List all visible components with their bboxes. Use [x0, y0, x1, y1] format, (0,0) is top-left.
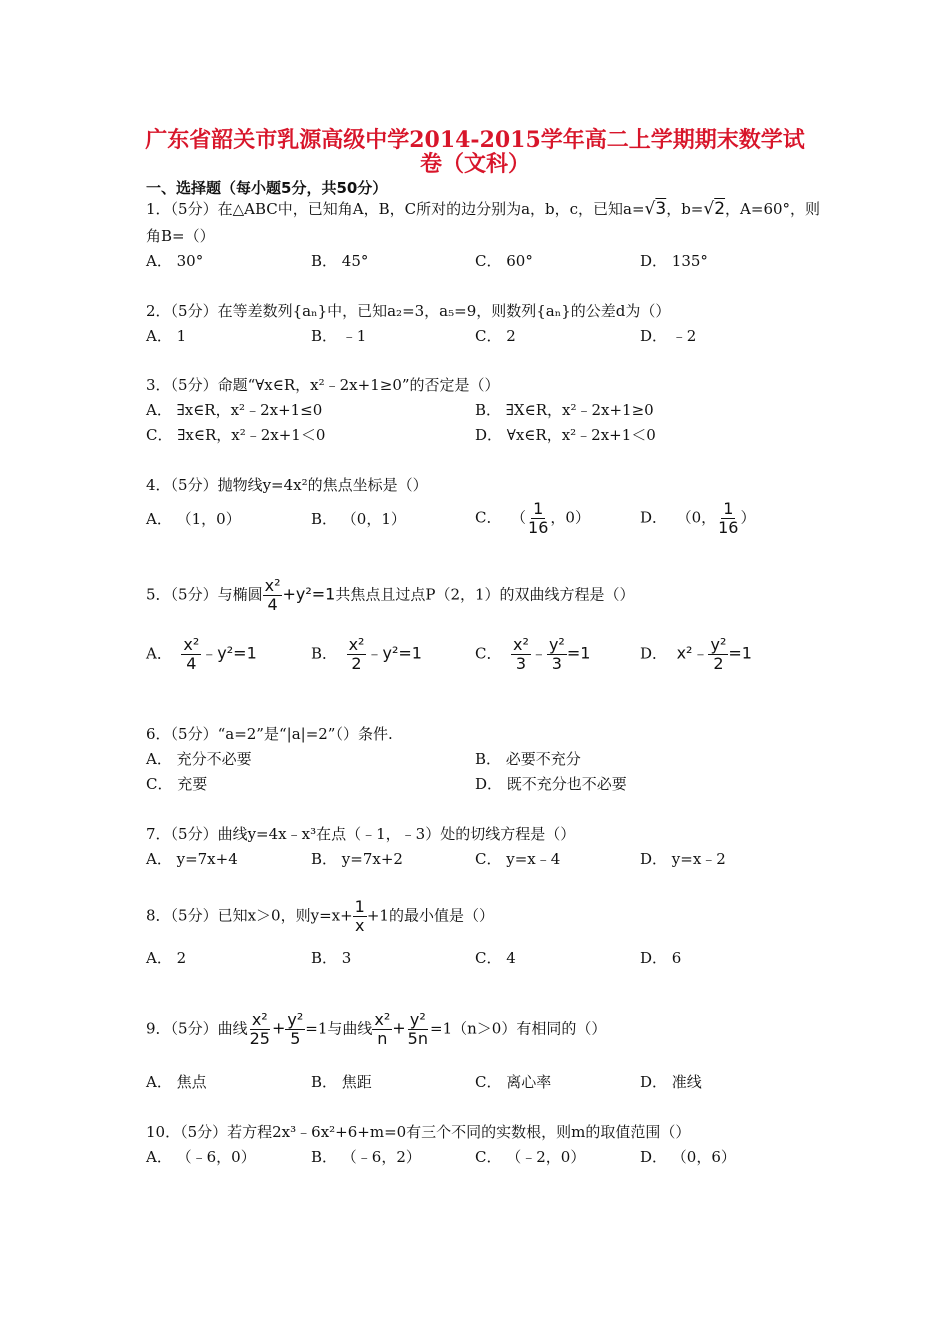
question-5-option-a: A． $\frac{\text{x²}}{4}$ ﹣y²=1 — [146, 635, 257, 673]
question-9-stem: 9．（5分）曲线 $\frac{\text{x²}}{25}$ + $\frac{\text{y²}}{5}$ =1与曲线 $\frac{\text{x²}}{n}$ + $\frac{\text{y²}}{5n}$ =1（n＞0）有相同的（） — [146, 1010, 607, 1048]
question-7-option-a: A． y=7x+4 — [146, 850, 238, 868]
question-3-option-d: D． ∀x∈R，x²﹣2x+1＜0 — [475, 426, 656, 444]
fraction: $\frac{\text{x²}}{n}$ — [374, 1010, 391, 1048]
question-10-stem: 10．（5分）若方程2x³﹣6x²+6+m=0有三个不同的实数根，则m的取值范围（） — [146, 1123, 691, 1141]
question-7-option-b: B． y=7x+2 — [311, 850, 403, 868]
question-4-option-b: B． （0，1） — [311, 510, 406, 528]
question-2-stem: 2．（5分）在等差数列{aₙ}中，已知a₂=3，a₅=9，则数列{aₙ}的公差d为（） — [146, 302, 671, 320]
question-9-option-b: B． 焦距 — [311, 1073, 372, 1091]
exam-title-line-2: 卷（文科） — [419, 151, 530, 177]
question-4-option-d: D． （0， $\frac{1}{16}$ ） — [640, 499, 756, 537]
question-6-stem: 6．（5分）“a=2”是“|a|=2”（）条件. — [146, 725, 393, 743]
fraction: $\frac{1}{x}$ — [354, 897, 365, 935]
fraction: $\frac{\text{y²}}{5}$ — [287, 1010, 304, 1048]
fraction: $\frac{\text{x²}}{25}$ — [249, 1010, 270, 1048]
question-3-option-c: C． ∃x∈R，x²﹣2x+1＜0 — [146, 426, 326, 444]
question-1-stem: 1．（5分）在△ABC中，已知角A，B，C所对的边分别为a，b，c，已知a=√3，b=√2，A=60°，则 — [146, 199, 821, 219]
question-8-option-c: C． 4 — [475, 949, 516, 967]
question-8-option-a: A． 2 — [146, 949, 187, 967]
fraction: $\frac{\text{x²}}{2}$ — [348, 635, 365, 673]
question-6-option-c: C． 充要 — [146, 775, 208, 793]
fraction: $\frac{\text{y²}}{3}$ — [548, 635, 565, 673]
question-10-option-a: A． （﹣6，0） — [146, 1148, 256, 1166]
question-10-option-c: C． （﹣2，0） — [475, 1148, 586, 1166]
question-2-option-d: D． ﹣2 — [640, 327, 697, 345]
question-1-option-c: C． 60° — [475, 252, 533, 270]
question-5-option-d: D． x²﹣ $\frac{\text{y²}}{2}$ =1 — [640, 635, 752, 673]
question-2-option-a: A． 1 — [146, 327, 187, 345]
question-8-stem: 8．（5分）已知x＞0，则y=x+ $\frac{1}{x}$ +1的最小值是（） — [146, 897, 494, 935]
question-5-option-b: B． $\frac{\text{x²}}{2}$ ﹣y²=1 — [311, 635, 422, 673]
sqrt-symbol-icon: √ — [644, 199, 656, 219]
question-9-option-c: C． 离心率 — [475, 1073, 552, 1091]
question-1-option-d: D． 135° — [640, 252, 708, 270]
question-3-stem: 3．（5分）命题“∀x∈R，x²﹣2x+1≥0”的否定是（） — [146, 376, 500, 394]
question-2-option-c: C． 2 — [475, 327, 516, 345]
fraction: $\frac{\text{x²}}{4}$ — [264, 576, 281, 614]
question-6-option-a: A． 充分不必要 — [146, 750, 252, 768]
question-1-option-b: B． 45° — [311, 252, 369, 270]
question-3-option-a: A． ∃x∈R，x²﹣2x+1≤0 — [146, 401, 323, 419]
question-4-stem: 4．（5分）抛物线y=4x²的焦点坐标是（） — [146, 476, 428, 494]
fraction: $\frac{\text{y²}}{5n}$ — [407, 1010, 428, 1048]
question-7-option-c: C． y=x﹣4 — [475, 850, 561, 868]
question-7-stem: 7．（5分）曲线y=4x﹣x³在点（﹣1，﹣3）处的切线方程是（） — [146, 825, 576, 843]
question-10-option-b: B． （﹣6，2） — [311, 1148, 421, 1166]
question-9-option-a: A． 焦点 — [146, 1073, 207, 1091]
question-1-option-a: A． 30° — [146, 252, 204, 270]
fraction: $\frac{1}{16}$ — [528, 499, 549, 537]
question-8-option-b: B． 3 — [311, 949, 352, 967]
fraction: $\frac{1}{16}$ — [718, 499, 739, 537]
question-9-option-d: D． 准线 — [640, 1073, 702, 1091]
question-10-option-d: D． （0，6） — [640, 1148, 736, 1166]
fraction: $\frac{\text{x²}}{4}$ — [183, 635, 200, 673]
question-8-option-d: D． 6 — [640, 949, 682, 967]
question-4-option-a: A． （1，0） — [146, 510, 241, 528]
question-4-option-c: C． （ $\frac{1}{16}$ ，0） — [475, 499, 590, 537]
question-6-option-b: B． 必要不充分 — [475, 750, 581, 768]
section-heading: 一、选择题（每小题5分，共50分） — [146, 179, 388, 197]
question-6-option-d: D． 既不充分也不必要 — [475, 775, 627, 793]
question-5-option-c: C． $\frac{\text{x²}}{3}$ ﹣ $\frac{\text{y²}}{3}$ =1 — [475, 635, 591, 673]
fraction: $\frac{\text{x²}}{3}$ — [513, 635, 529, 673]
sqrt-symbol-icon: √ — [703, 199, 715, 219]
question-2-option-b: B． ﹣1 — [311, 327, 367, 345]
question-3-option-b: B． ∃X∈R，x²﹣2x+1≥0 — [475, 401, 654, 419]
question-7-option-d: D． y=x﹣2 — [640, 850, 726, 868]
question-1-stem-cont: 角B=（） — [146, 227, 215, 245]
fraction: $\frac{\text{y²}}{2}$ — [710, 635, 727, 673]
question-5-stem: 5．（5分）与椭圆 $\frac{\text{x²}}{4}$ +y²=1共焦点且过点P（2，1）的双曲线方程是（） — [146, 576, 635, 614]
exam-title-line-1: 广东省韶关市乳源高级中学2014-2015学年高二上学期期末数学试 — [145, 127, 805, 153]
